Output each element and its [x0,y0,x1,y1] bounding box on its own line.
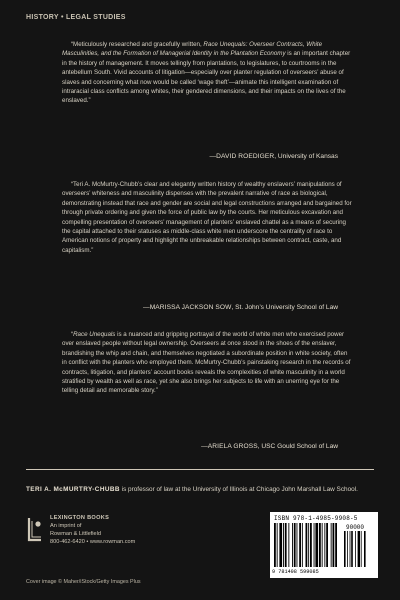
review-attribution-roediger [0,153,338,160]
publisher-block [26,514,226,574]
publisher-contact: 800-462-6420 • www.rowman.com [50,539,136,545]
isbn-text: ISBN 978-1-4985-9908-5 [274,515,358,522]
barcode-icon [274,523,374,569]
blurb-text-run: is an important chapter in the history of management. It moves tellingly from plantations, to legislatures, to courtrooms in the antebellum South. Vivid accounts of litigation—especially over planter regulation of overseers’ abuse of slaves and concerning what now would be called ‘wage theft’—animate this intelligent examination of intraracial class conflicts among whites, their gendered dimensions, and their impacts on the lives of the enslaved.” [62,50,351,105]
section-divider [26,469,374,470]
barcode-digits: 9 781498 599085 [272,569,319,575]
isbn-barcode [270,512,378,578]
reviewer-name: —MARISSA JACKSON SOW [143,304,232,311]
publisher-name: LEXINGTON BOOKS [50,515,110,521]
reviewer-name: —DAVID ROEDIGER [209,153,275,160]
review-blurb-roediger [62,40,352,106]
review-blurb-jackson-sow [62,180,352,255]
author-name: TERI A. McMURTRY-CHUBB [26,486,120,493]
blurb-text-run: “Meticulously researched and gracefully written, [71,41,204,48]
blurb-text-run: Race Unequals [73,331,116,338]
blurb-text-run: Race Unequals: Overseer Contracts, White Masculinities, and the Formation of Managerial Identity in the Plantation Economy [62,41,323,58]
blurb-text-run: “Teri A. McMurtry-Chubb’s clear and elegantly written history of wealthy enslavers’ manipulations of overseers’ whiteness and masculinity dispenses with the prevalent narrative of race as biological, demonstrating instead that race and gender are social and legal constructions arranged and bargained for through private ordering and given the force of public law by the courts. Her meticulous excavation and compelling presentation of overseers’ management of planters’ enslaved chattel as a means of securing the capital attached to their statuses as middle-class white men underscore the centrality of race to American notions of property and highlight the unbreakable relationships between contract, caste, and capitalism.” [62,181,352,254]
reviewer-affiliation: , USC Gould School of Law [257,443,338,450]
author-bio [26,485,371,495]
blurb-text-run: is a nuanced and gripping portrayal of the world of white men who exercised power over enslaved people without legal ownership. Overseers at once stood in the shoes of the enslaver, brandishing the whip and chain, and themselves negotiated a subordinate position in white society, often in conflict with the planters who employed them. McMurtry-Chubb’s painstaking research in the records of contracts, litigation, and planters’ account books reveals the complexities of white masculinity in a world stratified by wealth as well as race, yet she also brings her subjects to life with an unerring eye for the telling detail and memorable story.” [62,331,351,395]
review-attribution-jackson-sow [0,304,338,311]
cover-image-credit: Cover image © Maher/iStock/Getty Images Plus [26,579,141,585]
author-bio-text: is professor of law at the University of Illinois at Chicago John Marshall Law School. [119,486,358,493]
publisher-line: An imprint of [50,523,82,529]
review-attribution-gross [0,443,338,450]
publisher-line: Rowman & Littlefield [50,531,101,537]
blurb-text-run: “ [71,331,74,338]
lexington-logo-icon [26,516,44,544]
review-blurb-gross [62,330,352,396]
price-code: 90000 [346,524,365,531]
reviewer-affiliation: , St. John’s University School of Law [231,304,338,311]
reviewer-affiliation: , University of Kansas [274,153,338,160]
category-label: HISTORY • LEGAL STUDIES [26,14,126,21]
reviewer-name: —ARIELA GROSS [201,443,258,450]
